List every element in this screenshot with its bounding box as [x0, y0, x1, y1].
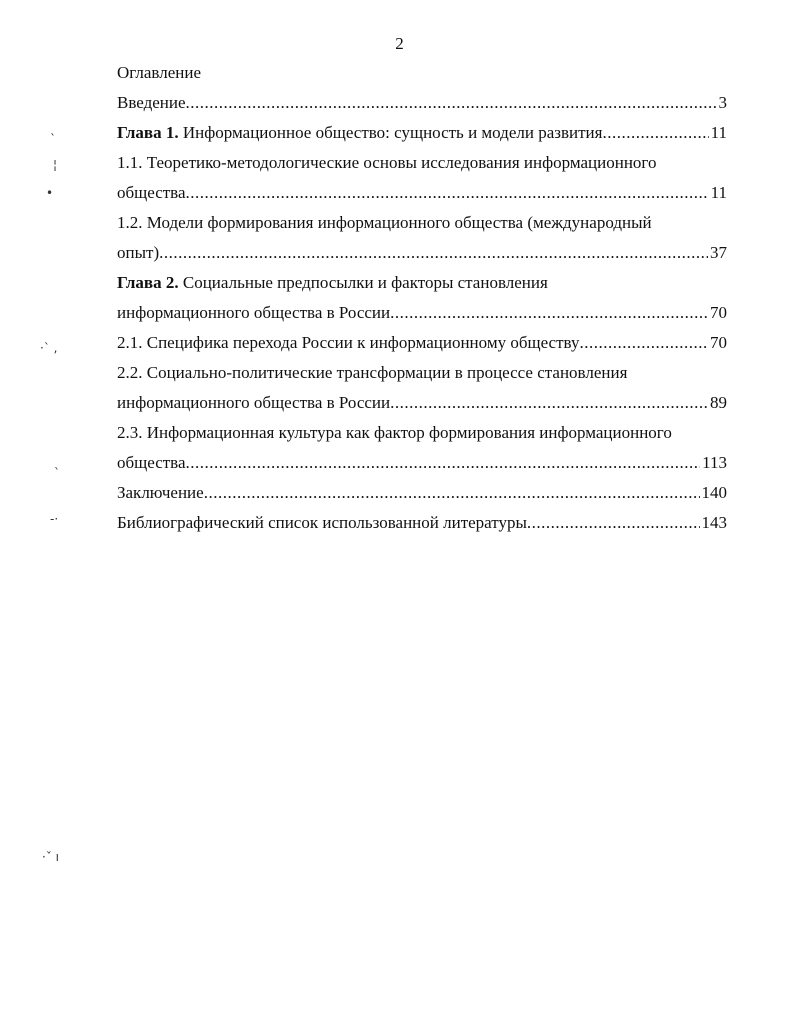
chapter-label: Глава 2. — [117, 273, 179, 292]
toc-entry-section-2-3-cont[interactable] — [117, 448, 727, 478]
toc-entry-section-2-2[interactable]: 2.2. Социально-политические трансформации в процессе становления — [117, 363, 628, 382]
toc-title: Оглавление — [117, 63, 201, 82]
toc-leader-dots — [390, 298, 708, 328]
toc-page-number: 70 — [710, 333, 727, 352]
toc-entry-chapter-2-cont[interactable] — [117, 298, 727, 328]
toc-entry-text: Глава 1. Информационное общество: сущность и модели развития — [117, 123, 603, 142]
toc-entry-introduction[interactable] — [117, 88, 727, 118]
toc-entry-chapter-2[interactable]: Глава 2. Социальные предпосылки и факторы становления — [117, 273, 548, 292]
toc-entry-chapter-1[interactable] — [117, 118, 727, 148]
toc-entry-text: информационного общества в России — [117, 393, 391, 412]
page-number: 2 — [395, 34, 404, 53]
toc-entry-text: 2.1. Специфика перехода России к информационному обществу — [117, 333, 580, 352]
toc-page-number: 3 — [718, 93, 727, 112]
scan-artifact: ·ˇ ı — [42, 850, 59, 864]
toc-page-number: 113 — [702, 453, 727, 472]
scan-artifact: ·ˋ , — [40, 341, 58, 355]
toc-entry-section-1-1-cont[interactable] — [117, 178, 727, 208]
toc-page-number: 89 — [710, 393, 727, 412]
toc-leader-dots — [579, 328, 708, 358]
toc-leader-dots — [602, 118, 708, 148]
toc-entry-section-2-2-cont[interactable] — [117, 388, 727, 418]
toc-leader-dots — [186, 448, 701, 478]
toc-entry-text: общества — [117, 453, 186, 472]
toc-entry-text: общества — [117, 183, 186, 202]
toc-page-number: 140 — [701, 483, 727, 502]
toc-page-number: 11 — [710, 183, 727, 202]
chapter-label: Глава 1. — [117, 123, 179, 142]
toc-leader-dots — [204, 478, 700, 508]
toc-entry-section-1-1[interactable]: 1.1. Теоретико-методологические основы исследования информационного — [117, 153, 657, 172]
toc-leader-dots — [159, 238, 708, 268]
toc-entry-section-2-3[interactable]: 2.3. Информационная культура как фактор формирования информационного — [117, 423, 672, 442]
toc-leader-dots — [527, 508, 700, 538]
toc-page-number: 37 — [710, 243, 727, 262]
toc-leader-dots — [390, 388, 708, 418]
scan-artifact: ¦ — [53, 158, 58, 172]
scan-artifact: ˋ — [54, 466, 60, 480]
toc-page-number: 143 — [701, 513, 727, 532]
toc-entry-bibliography[interactable] — [117, 508, 727, 538]
scan-artifact: -· — [50, 512, 59, 526]
scan-artifact: • — [46, 186, 54, 200]
toc-entry-text: Заключение — [117, 483, 204, 502]
toc-entry-section-2-1[interactable] — [117, 328, 727, 358]
toc-entry-section-1-2[interactable]: 1.2. Модели формирования информационного общества (международный — [117, 213, 652, 232]
toc-entry-conclusion[interactable] — [117, 478, 727, 508]
scan-artifact: ˋ — [50, 132, 56, 146]
table-of-contents — [117, 58, 727, 538]
toc-leader-dots — [186, 178, 709, 208]
toc-entry-section-1-2-cont[interactable] — [117, 238, 727, 268]
toc-entry-text: опыт) — [117, 243, 160, 262]
toc-page-number: 70 — [710, 303, 727, 322]
toc-entry-text: Введение — [117, 93, 186, 112]
toc-page-number: 11 — [710, 123, 727, 142]
toc-entry-text: Библиографический список использованной литературы — [117, 513, 527, 532]
toc-leader-dots — [186, 88, 717, 118]
toc-entry-text: информационного общества в России — [117, 303, 391, 322]
